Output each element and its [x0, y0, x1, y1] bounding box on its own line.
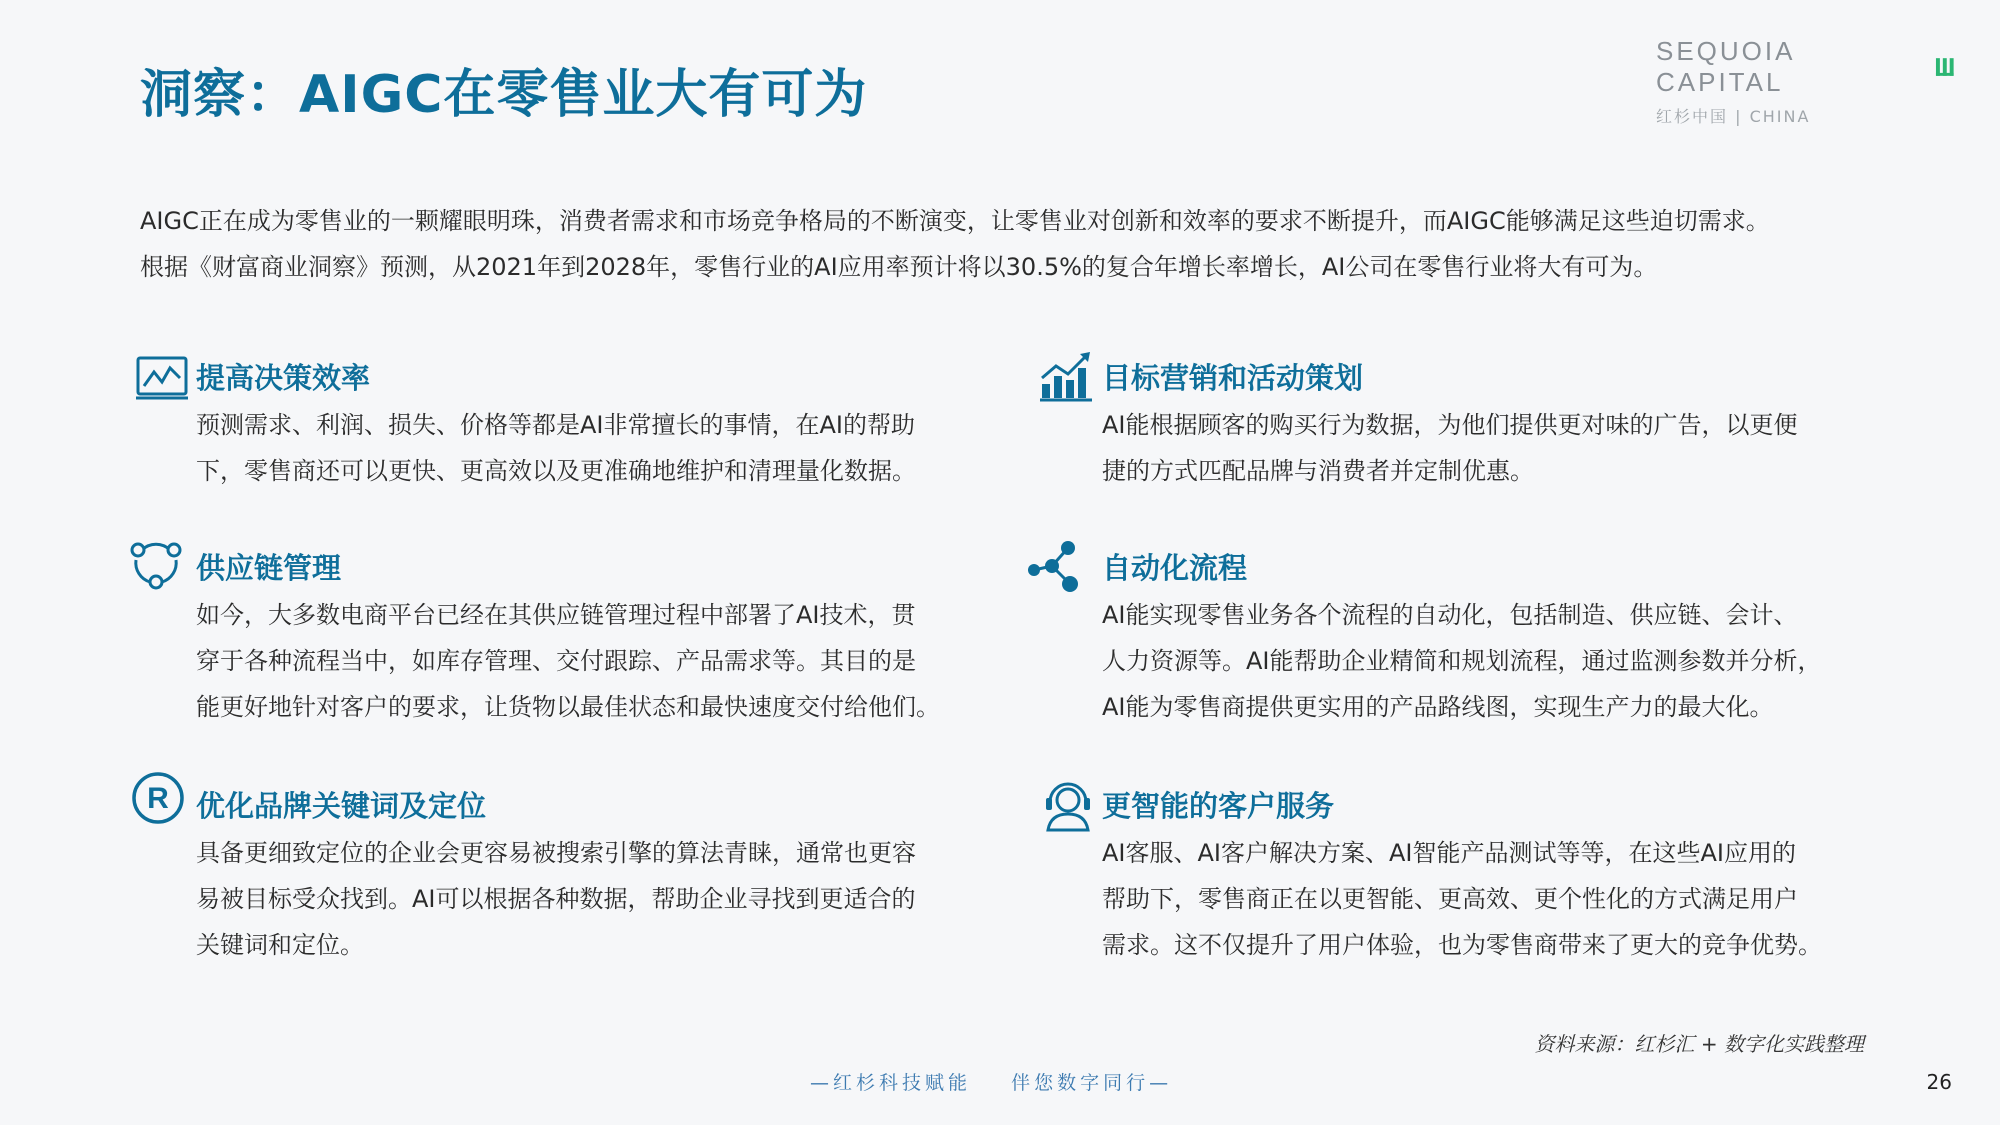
sequoia-mark-icon — [1934, 56, 1956, 78]
intro-line: 根据《财富商业洞察》预测，从2021年到2028年，零售行业的AI应用率预计将以30.5%的复合年增长率增长，AI公司在零售行业将大有可为。 — [140, 253, 1658, 281]
headset-agent-icon — [1040, 778, 1096, 834]
page-title: 洞察：AIGC在零售业大有可为 — [140, 65, 868, 125]
card-line: 捷的方式匹配品牌与消费者并定制优惠。 — [1102, 457, 1534, 485]
card-line: 预测需求、利润、损失、价格等都是AI非常擅长的事情，在AI的帮助 — [196, 411, 915, 439]
intro-paragraph — [140, 198, 1890, 290]
card-line: 关键词和定位。 — [196, 931, 364, 959]
logo-subtitle: 红杉中国 | CHINA — [1656, 107, 1811, 126]
network-nodes-icon — [1026, 538, 1082, 594]
card-body — [196, 830, 916, 968]
supply-cycle-icon — [128, 536, 184, 592]
registered-mark-icon — [130, 770, 186, 826]
card-line: 人力资源等。AI能帮助企业精简和规划流程，通过监测参数并分析， — [1102, 647, 1822, 675]
footer-slogan: —红杉科技赋能 伴您数字同行— — [810, 1072, 1173, 1094]
card-body — [1102, 830, 1822, 968]
card-title: 供应链管理 — [196, 551, 342, 585]
card-title: 目标营销和活动策划 — [1102, 361, 1364, 395]
card-title: 提高决策效率 — [196, 361, 371, 395]
card-line: 穿于各种流程当中，如库存管理、交付跟踪、产品需求等。其目的是 — [196, 647, 916, 675]
card-body — [196, 402, 916, 494]
growth-bars-icon — [1038, 348, 1094, 404]
card-line: 需求。这不仅提升了用户体验，也为零售商带来了更大的竞争优势。 — [1102, 931, 1822, 959]
logo-wordmark: SEQUOIA CAPITAL — [1656, 36, 1795, 97]
card-line: 帮助下，零售商正在以更智能、更高效、更个性化的方式满足用户 — [1102, 885, 1798, 913]
card-line: 下，零售商还可以更快、更高效以及更准确地维护和清理量化数据。 — [196, 457, 916, 485]
source-note: 资料来源：红杉汇 + 数字化实践整理 — [1534, 1032, 1864, 1056]
card-line: 易被目标受众找到。AI可以根据各种数据，帮助企业寻找到更适合的 — [196, 885, 916, 913]
intro-line: AIGC正在成为零售业的一颗耀眼明珠，消费者需求和市场竞争格局的不断演变，让零售业对创新和效率的要求不断提升，而AIGC能够满足这些迫切需求。 — [140, 207, 1770, 235]
card-title: 优化品牌关键词及定位 — [196, 789, 487, 823]
card-line: AI客服、AI客户解决方案、AI智能产品测试等等，在这些AI应用的 — [1102, 839, 1796, 867]
card-body — [196, 592, 940, 730]
line-chart-icon — [134, 350, 190, 406]
card-title: 更智能的客户服务 — [1102, 789, 1335, 823]
card-line: AI能为零售商提供更实用的产品路线图，实现生产力的最大化。 — [1102, 693, 1774, 721]
card-line: 能更好地针对客户的要求，让货物以最佳状态和最快速度交付给他们。 — [196, 693, 940, 721]
card-title: 自动化流程 — [1102, 551, 1248, 585]
card-line: 具备更细致定位的企业会更容易被搜索引擎的算法青睐，通常也更容 — [196, 839, 916, 867]
card-line: AI能实现零售业务各个流程的自动化，包括制造、供应链、会计、 — [1102, 601, 1798, 629]
sequoia-logo — [1656, 36, 1956, 127]
card-line: 如今，大多数电商平台已经在其供应链管理过程中部署了AI技术，贯 — [196, 601, 916, 629]
card-line: AI能根据顾客的购买行为数据，为他们提供更对味的广告，以更便 — [1102, 411, 1798, 439]
card-body — [1102, 402, 1798, 494]
page-number: 26 — [1926, 1070, 1952, 1094]
card-body — [1102, 592, 1822, 730]
svg-text:R: R — [147, 782, 169, 815]
